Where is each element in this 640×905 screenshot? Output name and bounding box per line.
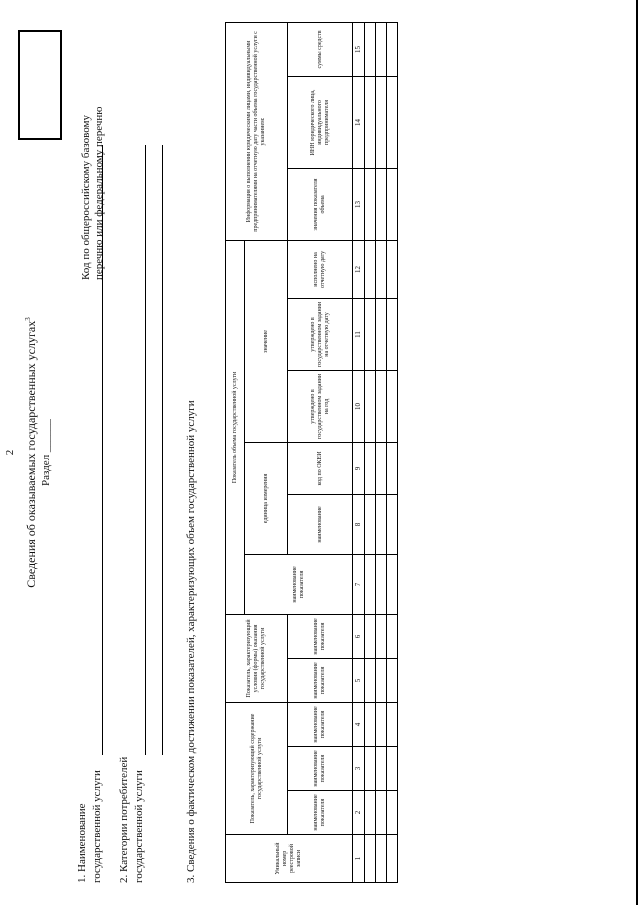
column-number-5: 5 [353,658,365,702]
column-number-10: 10 [353,370,365,442]
th-content-sub-2: наименование показателя [288,747,353,791]
field-service-name-label-1: 1. Наименование [76,803,88,883]
table-row [376,22,387,882]
th-conditions-sub-1: наименование показателя [288,658,353,702]
column-number-14: 14 [353,76,365,168]
th-unit-group: единица измерения [245,442,288,554]
field-consumers-line-2 [162,145,163,755]
th-indicator-name: наименование показателя [245,554,353,614]
th-registry-number: Уникальный номер реестровой записи [226,835,353,883]
code-label-2: перечню или федеральному перечню [93,106,105,280]
th-unit-okei: код по ОКЕИ [288,442,353,494]
section-label: Раздел ______ [40,419,52,486]
th-unit-name: наименование [288,494,353,554]
column-number-7: 7 [353,554,365,614]
field-service-name-label-2: государственной услуги [91,770,103,883]
field-consumers-label-2: государственной услуги [133,770,145,883]
column-number-6: 6 [353,614,365,658]
column-number-8: 8 [353,494,365,554]
scan-edge-line [636,0,638,905]
th-content-sub-1: наименование показателя [288,791,353,835]
th-info-sum: суммы средств [288,22,353,76]
th-value-group: значение [245,240,288,442]
th-info-value: значения показателя объема [288,168,353,240]
th-content-group: Показатель, характеризующий содержание государственной услуги [226,702,288,834]
th-approved-date: утверждено в государственном задании на отчетную дату [288,298,353,370]
th-volume-group: Показатель объема государственной услуги [226,240,245,614]
column-number-9: 9 [353,442,365,494]
column-number-12: 12 [353,240,365,298]
th-conditions-group: Показатель, характеризующий условия (формы) оказания государственной услуги [226,614,288,702]
th-info-inn: ИНН юридического лица, индивидуального предпринимателя [288,76,353,168]
column-number-row [353,22,365,882]
column-number-11: 11 [353,298,365,370]
column-number-15: 15 [353,22,365,76]
column-number-4: 4 [353,702,365,746]
code-label-1: Код по общероссийскому базовому [80,114,92,280]
field-consumers-line [145,145,146,755]
th-info-group: Информация о выполнении юридическими лицами, индивидуальными предпринимателями на отчетную дату части объема государственной услуги с указанием: [226,22,288,240]
th-executed: исполнено на отчетную дату [288,240,353,298]
table-row [365,22,376,882]
volume-table [225,22,398,883]
registry-code-box [18,30,62,140]
column-number-13: 13 [353,168,365,240]
main-title: Сведения об оказываемых государственных услугах$^3$ [24,317,38,588]
th-content-sub-3: наименование показателя [288,702,353,746]
column-number-3: 3 [353,747,365,791]
th-conditions-sub-2: наименование показателя [288,614,353,658]
field-consumers-label-1: 2. Категории потребителей [118,756,130,883]
table-row [387,22,398,882]
column-number-1: 1 [353,835,365,883]
page-number: 2 [4,449,16,456]
column-number-2: 2 [353,791,365,835]
subtitle: 3. Сведения о фактическом достижении показателей, характеризующих объем государственной услуги [185,400,197,883]
th-approved-year: утверждено в государственном задании на год [288,370,353,442]
